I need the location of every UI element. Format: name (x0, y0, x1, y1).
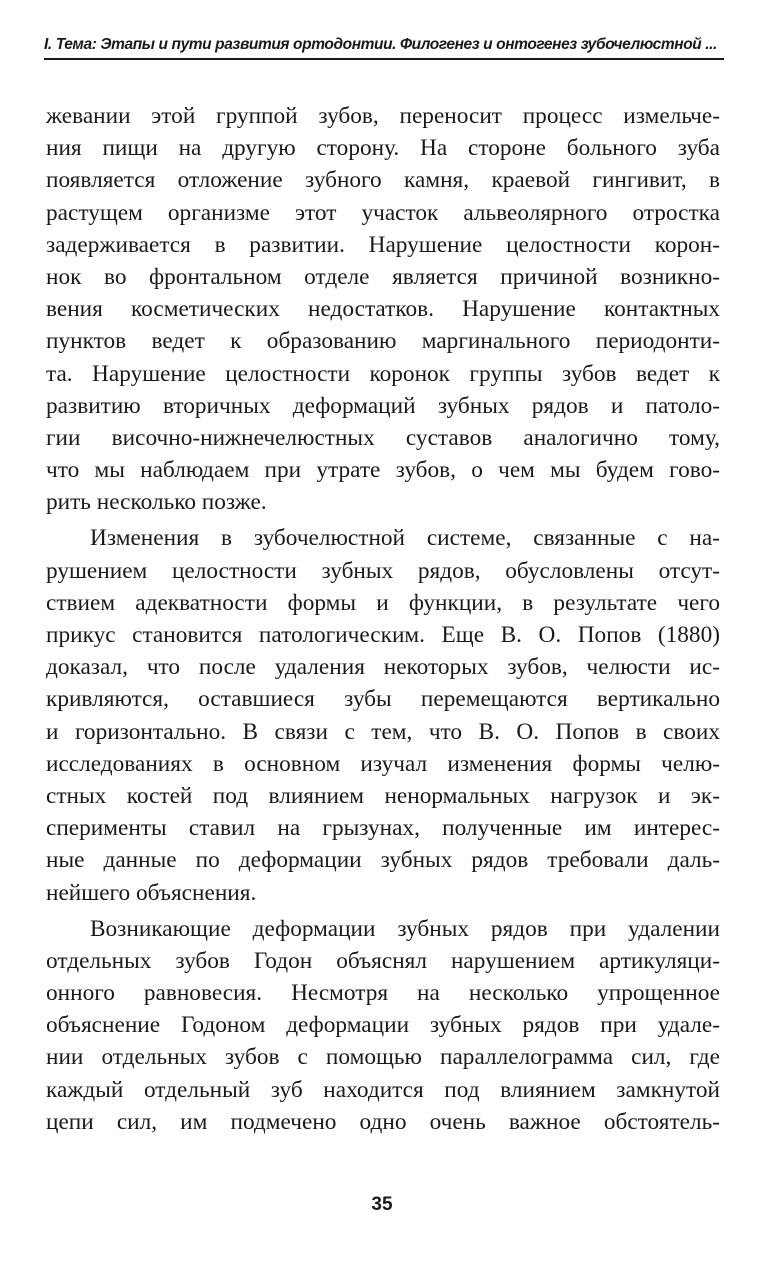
text-line: прикус становится патологическим. Еще В. О. Попов (1880) (46, 622, 720, 648)
text-line: и горизонтально. В связи с тем, что В. О. Попов в своих (46, 718, 720, 745)
text-line: кривляются, оставшиеся зубы перемещаются вертикально (46, 686, 720, 713)
page-number: 35 (371, 1194, 393, 1215)
paragraph-3 (46, 913, 720, 1138)
text-line: сперименты ставил на грызунах, полученные им интерес- (46, 815, 720, 842)
text-line: нок во фронтальном отделе является причиной возникно- (46, 263, 720, 290)
text-line: рить несколько позже. (46, 489, 267, 516)
text-line: онного равновесия. Несмотря на несколько упрощенное (46, 980, 720, 1007)
text-line: развитию вторичных деформаций зубных рядов и патоло- (46, 392, 720, 419)
text-line: ния пищи на другую сторону. На стороне больного зуба (46, 135, 720, 162)
text-line: растущем организме этот участок альвеолярного отростка (46, 199, 720, 226)
text-line: вения косметических недостатков. Нарушение контактных (46, 296, 720, 323)
text-line: исследованиях в основном изучал изменения формы челю- (46, 750, 720, 777)
text-line: нейшего объяснения. (46, 879, 257, 906)
text-line: жевании этой группой зубов, переносит процесс измельче- (46, 103, 720, 129)
header-rule (44, 58, 724, 60)
text-line: появляется отложение зубного камня, краевой гингивит, в (46, 167, 720, 194)
text-line: стных костей под влиянием ненормальных нагрузок и эк- (46, 782, 720, 809)
paragraph-1 (46, 100, 720, 518)
text-line: ные данные по деформации зубных рядов требовали даль- (46, 847, 720, 874)
text-line: Изменения в зубочелюстной системе, связанные с на- (90, 525, 720, 552)
text-line: нии отдельных зубов с помощью параллелограмма сил, где (46, 1044, 720, 1071)
text-line: пунктов ведет к образованию маргинального периодонти- (46, 328, 720, 355)
text-line: что мы наблюдаем при утрате зубов, о чем мы будем гово- (46, 457, 720, 484)
text-line: цепи сил, им подмечено одно очень важное обстоятель- (46, 1108, 720, 1135)
text-line: рушением целостности зубных рядов, обусловлены отсут- (46, 557, 720, 584)
text-line: ствием адекватности формы и функции, в результате чего (46, 589, 720, 616)
text-line: доказал, что после удаления некоторых зубов, челюсти ис- (46, 654, 720, 681)
text-line: гии височно-нижнечелюстных суставов аналогично тому, (46, 424, 720, 451)
paragraph-2 (46, 522, 720, 908)
body-text (46, 100, 720, 1138)
text-line: каждый отдельный зуб находится под влиянием замкнутой (46, 1076, 720, 1103)
text-line: Возникающие деформации зубных рядов при удалении (90, 915, 720, 942)
text-line: задерживается в развитии. Нарушение целостности корон- (46, 231, 720, 258)
running-header: I. Тема: Этапы и пути развития ортодонтии. Филогенез и онтогенез зубочелюстной ... (44, 36, 717, 53)
text-line: та. Нарушение целостности коронок группы зубов ведет к (46, 360, 720, 387)
text-line: отдельных зубов Годон объяснял нарушением артикуляци- (46, 947, 720, 974)
text-line: объяснение Годоном деформации зубных рядов при удале- (46, 1012, 720, 1039)
